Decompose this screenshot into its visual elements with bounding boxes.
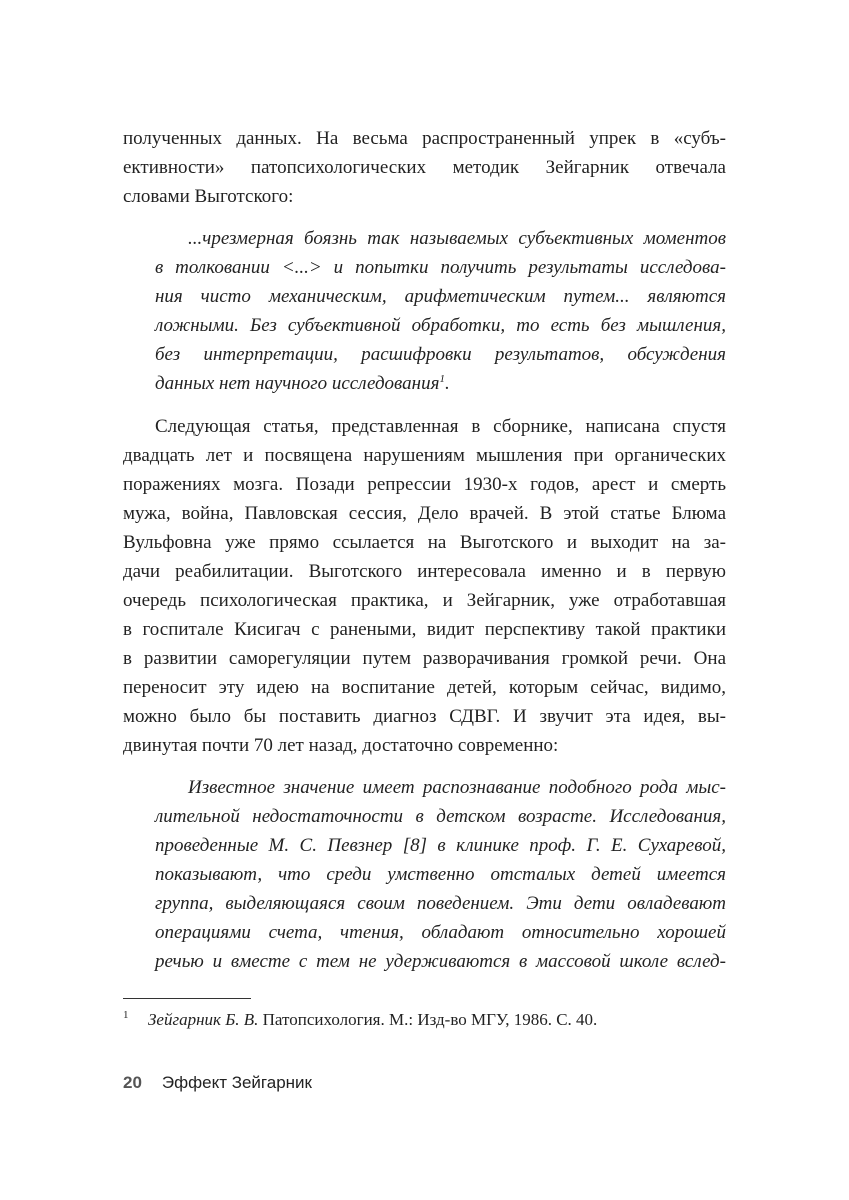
- paragraph-2-line-9: в развитии саморегуляции путем разворачивания громкой речи. Она: [123, 648, 726, 669]
- paragraph-2-line-12: двинутая почти 70 лет назад, достаточно современно:: [123, 735, 559, 756]
- quote-1-line-4: ложными. Без субъективной обработки, то есть без мышления,: [155, 315, 726, 336]
- quote-1-line-5: без интерпретации, расшифровки результатов, обсуждения: [155, 344, 726, 365]
- footnote-text: [148, 1010, 597, 1030]
- quote-1-line-2: в толковании <...> и попытки получить результаты исследова-: [155, 257, 726, 278]
- quote-1-line-3: ния чисто механическим, арифметическим путем... являются: [155, 286, 726, 307]
- paragraph-2-line-4: мужа, война, Павловская сессия, Дело врачей. В этой статье Блюма: [123, 503, 726, 524]
- footnote-mark: 1: [123, 1009, 129, 1021]
- quote-2-line-7: речью и вместе с тем не удерживаются в массовой школе вслед-: [155, 951, 726, 972]
- quote-2-line-5: группа, выделяющаяся своим поведением. Эти дети овладевают: [155, 893, 726, 914]
- paragraph-1-line-2: ективности» патопсихологических методик Зейгарник отвечала: [123, 157, 726, 178]
- quote-1-last-text: данных нет научного исследования: [155, 373, 440, 394]
- paragraph-2-line-6: дачи реабилитации. Выготского интересовала именно и в первую: [123, 561, 726, 582]
- paragraph-2-line-1: Следующая статья, представленная в сборнике, написана спустя: [155, 416, 726, 437]
- page-number: 20: [123, 1073, 142, 1092]
- quote-1-line-1: ...чрезмерная боязнь так называемых субъективных моментов: [188, 228, 726, 249]
- quote-1-line-6: [155, 373, 450, 395]
- paragraph-2-line-3: поражениях мозга. Позади репрессии 1930-х годов, арест и смерть: [123, 474, 726, 495]
- paragraph-2-line-5: Вульфовна уже прямо ссылается на Выготского и выходит на за-: [123, 532, 726, 553]
- paragraph-2-line-10: переносит эту идею на воспитание детей, которым сейчас, видимо,: [123, 677, 726, 698]
- paragraph-1-line-1: полученных данных. На весьма распространенный упрек в «субъ-: [123, 128, 726, 149]
- quote-2-line-3: проведенные М. С. Певзнер [8] в клинике проф. Г. Е. Сухаревой,: [155, 835, 726, 856]
- footnote-source: Патопсихология. М.: Изд-во МГУ, 1986. С. 40.: [262, 1010, 598, 1029]
- paragraph-2-line-11: можно было бы поставить диагноз СДВГ. И звучит эта идея, вы-: [123, 706, 726, 727]
- quote-2-line-1: Известное значение имеет распознавание подобного рода мыс-: [188, 777, 726, 798]
- quote-1-end-punct: .: [444, 373, 450, 394]
- footnote-divider: [123, 998, 251, 999]
- quote-2-line-2: лительной недостаточности в детском возрасте. Исследования,: [155, 806, 726, 827]
- quote-2-line-6: операциями счета, чтения, обладают относительно хорошей: [155, 922, 726, 943]
- paragraph-2-line-2: двадцать лет и посвящена нарушениям мышления при органических: [123, 445, 726, 466]
- footnote-reference[interactable]: 1: [439, 373, 445, 385]
- page-footer: [123, 1072, 312, 1094]
- footnote-author: Зейгарник Б. В.: [148, 1010, 259, 1029]
- paragraph-1-line-3: словами Выготского:: [123, 186, 294, 207]
- book-title: Эффект Зейгарник: [161, 1073, 312, 1092]
- paragraph-2-line-8: в госпитале Кисигач с ранеными, видит перспективу такой практики: [123, 619, 726, 640]
- quote-2-line-4: показывают, что среди умственно отсталых детей имеется: [155, 864, 726, 885]
- paragraph-2-line-7: очередь психологическая практика, и Зейгарник, уже отработавшая: [123, 590, 726, 611]
